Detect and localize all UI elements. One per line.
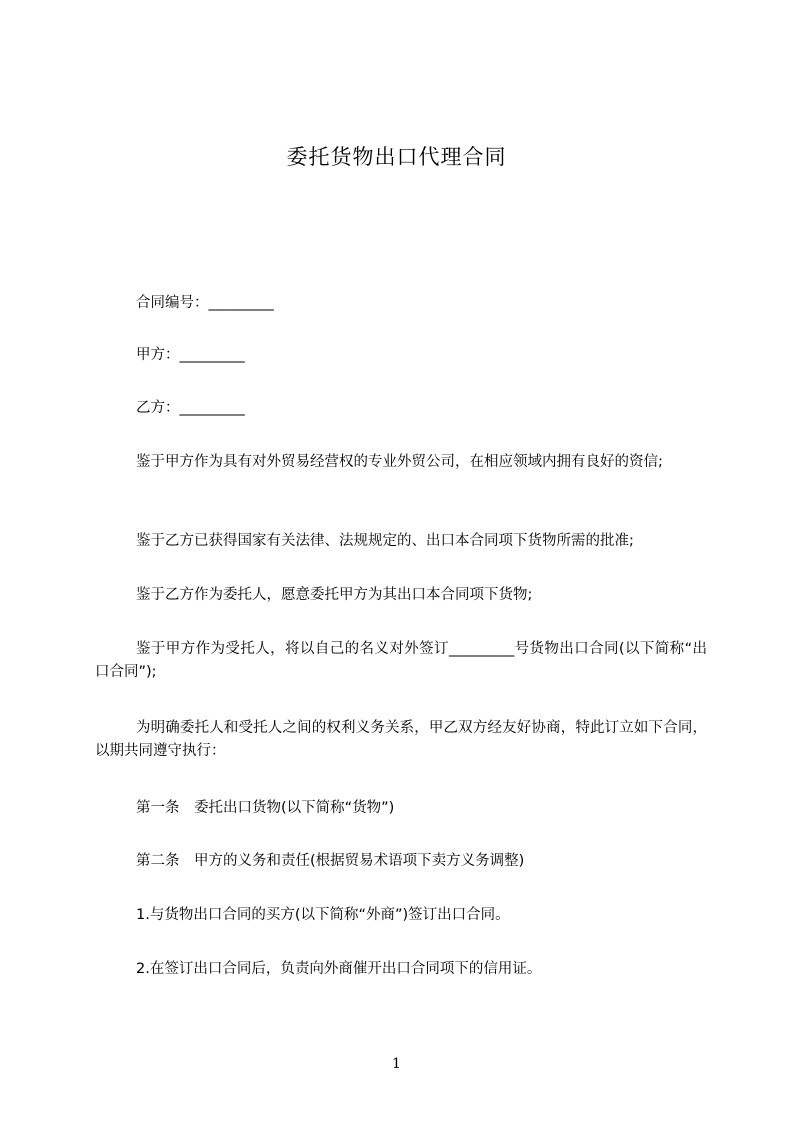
article-1-heading: 第一条 委托出口货物(以下简称“货物”): [136, 800, 395, 816]
article-2-item-2: 2.在签订出口合同后，负责向外商催开出口合同项下的信用证。: [136, 961, 542, 977]
document-title: 委托货物出口代理合同: [286, 145, 507, 169]
page-number: 1: [392, 1056, 401, 1072]
article-2-item-1: 1.与货物出口合同的买方(以下简称“外商”)签订出口合同。: [136, 907, 510, 923]
article-2-heading: 第二条 甲方的义务和责任(根据贸易术语项下卖方义务调整): [136, 853, 525, 869]
party-b-field: 乙方：_________: [136, 400, 245, 416]
recital-paragraph-4: 鉴于甲方作为受托人，将以自己的名义对外签订_________号货物出口合同(以下简称“出口合同”);: [95, 641, 707, 680]
recital-paragraph-1: 鉴于甲方作为具有对外贸易经营权的专业外贸公司，在相应领域内拥有良好的资信;: [136, 454, 663, 470]
recital-paragraph-3: 鉴于乙方作为委托人，愿意委托甲方为其出口本合同项下货物;: [136, 587, 533, 603]
recital-paragraph-5: 为明确委托人和受托人之间的权利义务关系，甲乙双方经友好协商，特此订立如下合同，以期共同遵守执行：: [95, 720, 707, 759]
party-a-field: 甲方：_________: [136, 347, 245, 363]
contract-number-field: 合同编号：_________: [136, 295, 274, 311]
recital-paragraph-2: 鉴于乙方已获得国家有关法律、法规规定的、出口本合同项下货物所需的批准;: [136, 533, 634, 549]
